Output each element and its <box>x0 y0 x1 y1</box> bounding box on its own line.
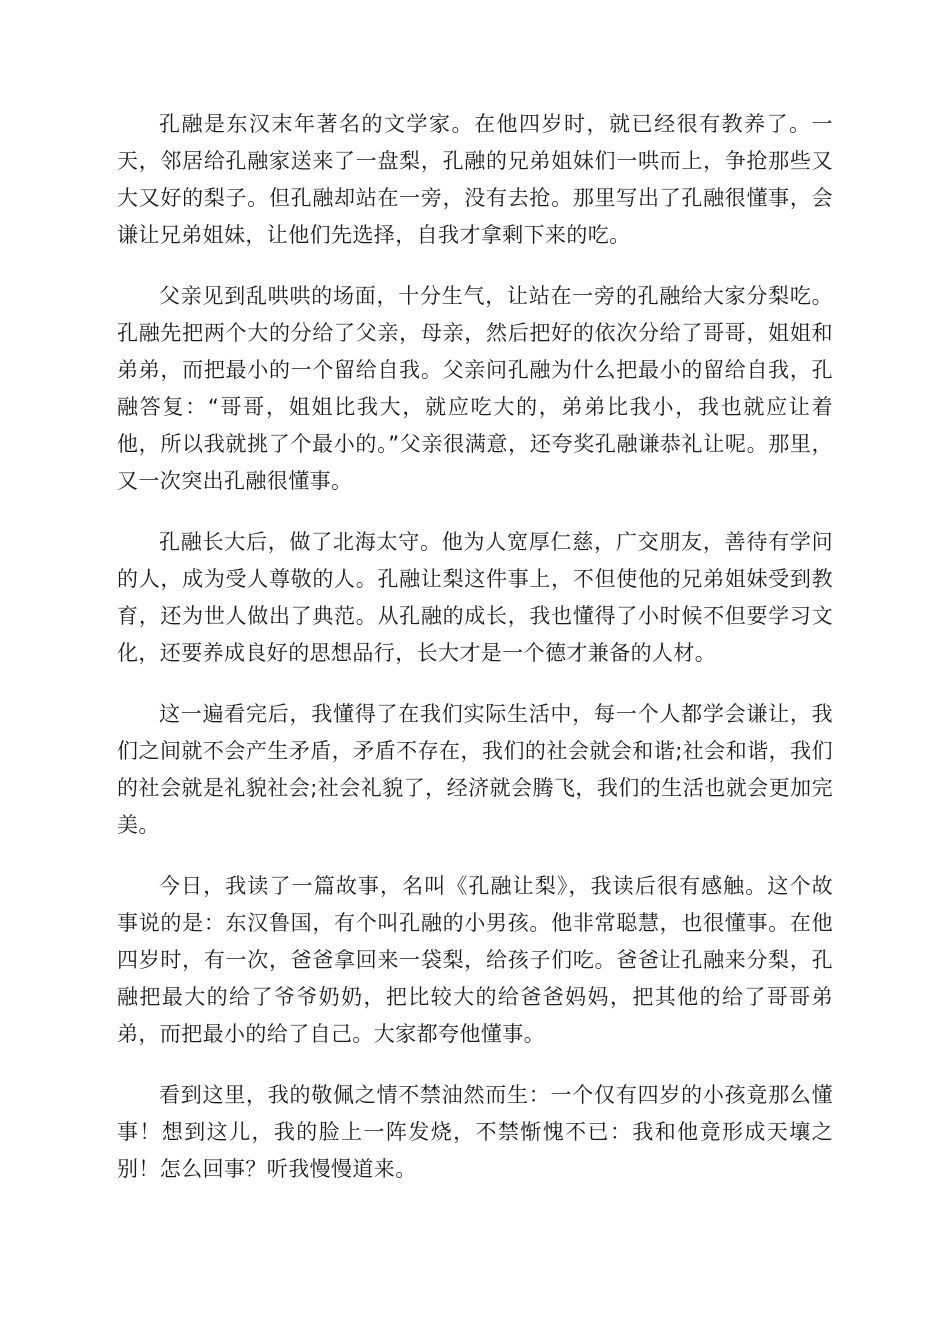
document-page <box>117 106 833 1212</box>
paragraph-3: 孔融长大后，做了北海太守。他为人宽厚仁慈，广交朋友，善待有学问的人，成为受人尊敬的人。孔融让梨这件事上，不但使他的兄弟姐妹受到教育，还为世人做出了典范。从孔融的成长，我也懂得了小时候不但要学习文化，还要养成良好的思想品行，长大才是一个德才兼备的人材。 <box>117 530 833 665</box>
paragraph-1: 孔融是东汉末年著名的文学家。在他四岁时，就已经很有教养了。一天，邻居给孔融家送来了一盘梨，孔融的兄弟姐妹们一哄而上，争抢那些又大又好的梨子。但孔融却站在一旁，没有去抢。那里写出了孔融很懂事，会谦让兄弟姐妹，让他们先选择，自我才拿剩下来的吃。 <box>117 112 833 247</box>
paragraph-5: 今日，我读了一篇故事，名叫《孔融让梨》，我读后很有感触。这个故事说的是：东汉鲁国，有个叫孔融的小男孩。他非常聪慧，也很懂事。在他四岁时，有一次，爸爸拿回来一袋梨，给孩子们吃。爸爸让孔融来分梨，孔融把最大的给了爷爷奶奶，把比较大的给爸爸妈妈，把其他的给了哥哥弟弟，而把最小的给了自己。大家都夸他懂事。 <box>117 874 833 1046</box>
paragraph-4: 这一遍看完后，我懂得了在我们实际生活中，每一个人都学会谦让，我们之间就不会产生矛盾，矛盾不存在，我们的社会就会和谐;社会和谐，我们的社会就是礼貌社会;社会礼貌了，经济就会腾飞，我们的生活也就会更加完美。 <box>117 702 833 837</box>
paragraph-2: 父亲见到乱哄哄的场面，十分生气，让站在一旁的孔融给大家分梨吃。孔融先把两个大的分给了父亲，母亲，然后把好的依次分给了哥哥，姐姐和弟弟，而把最小的一个留给自我。父亲问孔融为什么把最小的留给自我，孔融答复：“哥哥，姐姐比我大，就应吃大的，弟弟比我小，我也就应让着他，所以我就挑了个最小的。”父亲很满意，还夸奖孔融谦恭礼让呢。那里，又一次突出孔融很懂事。 <box>117 284 833 493</box>
paragraph-6: 看到这里，我的敬佩之情不禁油然而生：一个仅有四岁的小孩竟那么懂事！想到这儿，我的脸上一阵发烧，不禁惭愧不已：我和他竟形成天壤之别！怎么回事？听我慢慢道来。 <box>117 1083 833 1181</box>
